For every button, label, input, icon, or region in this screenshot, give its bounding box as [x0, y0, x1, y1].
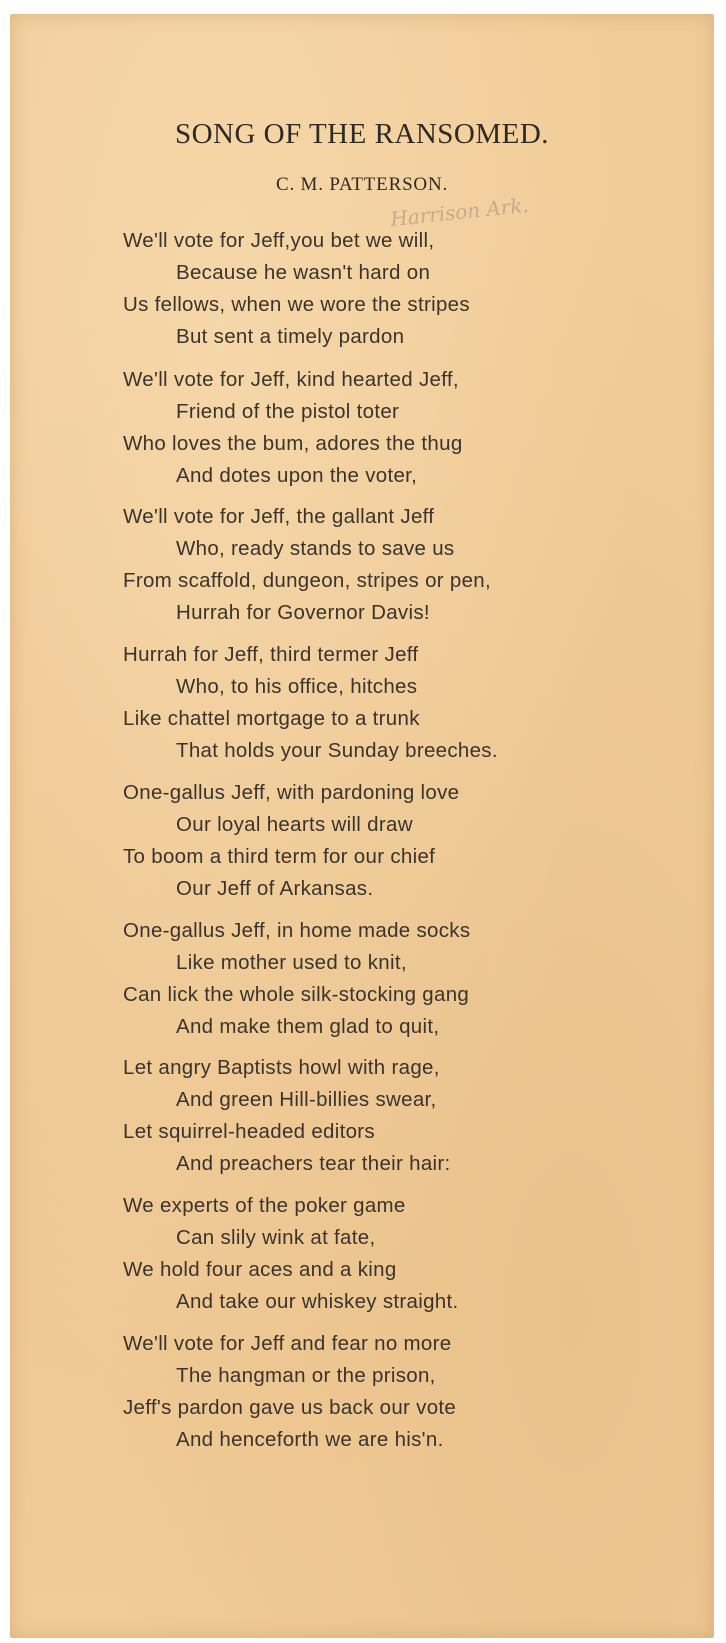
poem-line: We'll vote for Jeff,you bet we will,	[123, 229, 435, 252]
poem-line: To boom a third term for our chief	[123, 845, 436, 868]
poem-line: And dotes upon the voter,	[176, 464, 418, 487]
poem-line: We'll vote for Jeff, kind hearted Jeff,	[123, 368, 459, 391]
poem-body	[10, 14, 714, 1638]
poem-line: Let squirrel-headed editors	[123, 1120, 375, 1143]
poem-line: Like mother used to knit,	[176, 951, 407, 974]
poem-line: Who, ready stands to save us	[176, 537, 455, 560]
poem-line: And henceforth we are his'n.	[176, 1428, 444, 1451]
poem-line: We experts of the poker game	[123, 1194, 406, 1217]
handwritten-annotation: Harrison Ark.	[389, 192, 530, 232]
poem-line: Hurrah for Jeff, third termer Jeff	[123, 643, 419, 666]
poem-line: Our loyal hearts will draw	[176, 813, 413, 836]
poem-line: We'll vote for Jeff and fear no more	[123, 1332, 452, 1355]
poem-line: We'll vote for Jeff, the gallant Jeff	[123, 505, 435, 528]
poem-line: That holds your Sunday breeches.	[176, 739, 498, 762]
poem-line: And make them glad to quit,	[176, 1015, 440, 1038]
paper-sheet	[10, 14, 714, 1638]
poem-line: And green Hill-billies swear,	[176, 1088, 437, 1111]
poem-line: One-gallus Jeff, in home made socks	[123, 919, 471, 942]
poem-line: Who, to his office, hitches	[176, 675, 418, 698]
poem-line: One-gallus Jeff, with pardoning love	[123, 781, 460, 804]
poem-line: The hangman or the prison,	[176, 1364, 436, 1387]
poem-line: Us fellows, when we wore the stripes	[123, 293, 470, 316]
poem-title: SONG OF THE RANSOMED.	[174, 118, 550, 150]
poem-line: Jeff's pardon gave us back our vote	[123, 1396, 457, 1419]
poem-line: We hold four aces and a king	[123, 1258, 397, 1281]
poem-line: Can slily wink at fate,	[176, 1226, 376, 1249]
poem-line: Friend of the pistol toter	[176, 400, 400, 423]
poem-line: Hurrah for Governor Davis!	[176, 601, 430, 624]
poem-author: C. M. PATTERSON.	[275, 174, 449, 195]
poem-line: Let angry Baptists howl with rage,	[123, 1056, 440, 1079]
poem-line: And preachers tear their hair:	[176, 1152, 451, 1175]
poem-line: From scaffold, dungeon, stripes or pen,	[123, 569, 491, 592]
poem-line: Who loves the bum, adores the thug	[123, 432, 463, 455]
poem-line: Because he wasn't hard on	[176, 261, 431, 284]
poem-line: Can lick the whole silk-stocking gang	[123, 983, 470, 1006]
poem-line: Our Jeff of Arkansas.	[176, 877, 374, 900]
poem-line: Like chattel mortgage to a trunk	[123, 707, 420, 730]
poem-line: And take our whiskey straight.	[176, 1290, 459, 1313]
poem-line: But sent a timely pardon	[176, 325, 405, 348]
